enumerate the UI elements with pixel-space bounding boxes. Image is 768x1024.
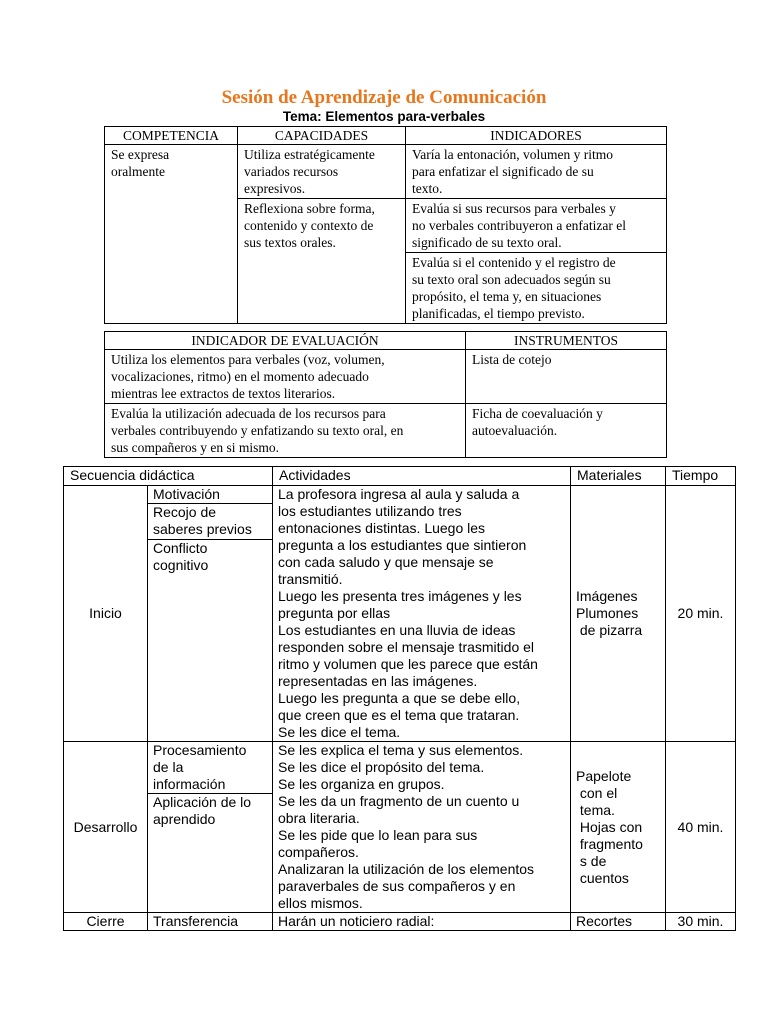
table-row bbox=[105, 404, 667, 458]
instrumento-cell: Lista de cotejo bbox=[466, 350, 667, 404]
indicador-cell: Varía la entonación, volumen y ritmo para enfatizar el significado de su texto. bbox=[406, 145, 667, 199]
subfase-cell: Procesamiento de la información bbox=[148, 742, 273, 794]
competencias-table bbox=[104, 126, 667, 324]
competencia-cell: Se expresa oralmente bbox=[105, 145, 238, 324]
table-row bbox=[105, 350, 667, 404]
column-header-materiales: Materiales bbox=[571, 467, 666, 486]
column-header-tiempo: Tiempo bbox=[666, 467, 736, 486]
subfase-cell: Transferencia bbox=[148, 913, 273, 931]
indicador-evaluacion-cell: Evalúa la utilización adecuada de los recursos para verbales contribuyendo y enfatizando su texto oral, en sus compañeros y en si mismo. bbox=[105, 404, 466, 458]
materiales-cell: Papelote con el tema. Hojas con fragmento s de cuentos bbox=[571, 742, 666, 913]
column-header-competencia: COMPETENCIA bbox=[105, 127, 238, 145]
column-header-instrumentos: INSTRUMENTOS bbox=[466, 332, 667, 350]
column-header-secuencia: Secuencia didáctica bbox=[64, 467, 273, 486]
capacidad-cell: Reflexiona sobre forma, contenido y contexto de sus textos orales. bbox=[238, 199, 406, 324]
evaluacion-table bbox=[104, 331, 667, 458]
tiempo-cell: 40 min. bbox=[666, 742, 736, 913]
column-header-actividades: Actividades bbox=[273, 467, 571, 486]
indicador-cell: Evalúa si el contenido y el registro de su texto oral son adecuados según su propósito, el tema y, en situaciones planificadas, el tiempo previsto. bbox=[406, 253, 667, 324]
table-row-cierre bbox=[64, 913, 736, 931]
tiempo-cell: 20 min. bbox=[666, 486, 736, 742]
subfase-cell: Conflicto cognitivo bbox=[148, 539, 273, 741]
column-header-indicadores: INDICADORES bbox=[406, 127, 667, 145]
fase-inicio: Inicio bbox=[64, 486, 148, 742]
subfase-cell: Motivación bbox=[148, 486, 273, 504]
document-title: Sesión de Aprendizaje de Comunicación bbox=[221, 87, 547, 108]
materiales-cell: Imágenes Plumones de pizarra bbox=[571, 486, 666, 742]
table-row-desarrollo bbox=[64, 742, 736, 794]
instrumento-cell: Ficha de coevaluación y autoevaluación. bbox=[466, 404, 667, 458]
fase-desarrollo: Desarrollo bbox=[64, 742, 148, 913]
table-header-row bbox=[105, 332, 667, 350]
capacidad-cell: Utiliza estratégicamente variados recursos expresivos. bbox=[238, 145, 406, 199]
indicador-cell: Evalúa si sus recursos para verbales y no verbales contribuyeron a enfatizar el significado de su texto oral. bbox=[406, 199, 667, 253]
actividades-cell: Harán un noticiero radial: bbox=[273, 913, 571, 931]
column-header-capacidades: CAPACIDADES bbox=[238, 127, 406, 145]
fase-cierre: Cierre bbox=[64, 913, 148, 931]
indicador-evaluacion-cell: Utiliza los elementos para verbales (voz, volumen, vocalizaciones, ritmo) en el momento adecuado mientras lee extractos de textos literarios. bbox=[105, 350, 466, 404]
actividades-cell: Se les explica el tema y sus elementos. Se les dice el propósito del tema. Se les organiza en grupos. Se les da un fragmento de un cuento u obra literaria. Se les pide que lo lean para sus compañeros. Analizaran la utilización de los elementos paraverbales de sus compañeros y en ellos mismos. bbox=[273, 742, 571, 913]
table-header-row bbox=[64, 467, 736, 486]
actividades-cell: La profesora ingresa al aula y saluda a los estudiantes utilizando tres entonaciones distintas. Luego les pregunta a los estudiantes que sintieron con cada saludo y que mensaje se transmitió. Luego les presenta tres imágenes y les pregunta por ellas Los estudiantes en una lluvia de ideas responden sobre el mensaje trasmitido el ritmo y volumen que les parece que están representadas en las imágenes. Luego les pregunta a que se debe ello, que creen que es el tema que trataran. Se les dice el tema. bbox=[273, 486, 571, 742]
tiempo-cell: 30 min. bbox=[666, 913, 736, 931]
secuencia-didactica-table bbox=[63, 466, 736, 931]
column-header-indicador: INDICADOR DE EVALUACIÓN bbox=[105, 332, 466, 350]
table-row bbox=[105, 145, 667, 199]
subfase-cell: Recojo de saberes previos bbox=[148, 504, 273, 539]
subfase-cell: Aplicación de lo aprendido bbox=[148, 794, 273, 913]
table-row-inicio bbox=[64, 486, 736, 504]
table-header-row bbox=[105, 127, 667, 145]
document-subtitle: Tema: Elementos para-verbales bbox=[282, 109, 486, 124]
materiales-cell: Recortes bbox=[571, 913, 666, 931]
